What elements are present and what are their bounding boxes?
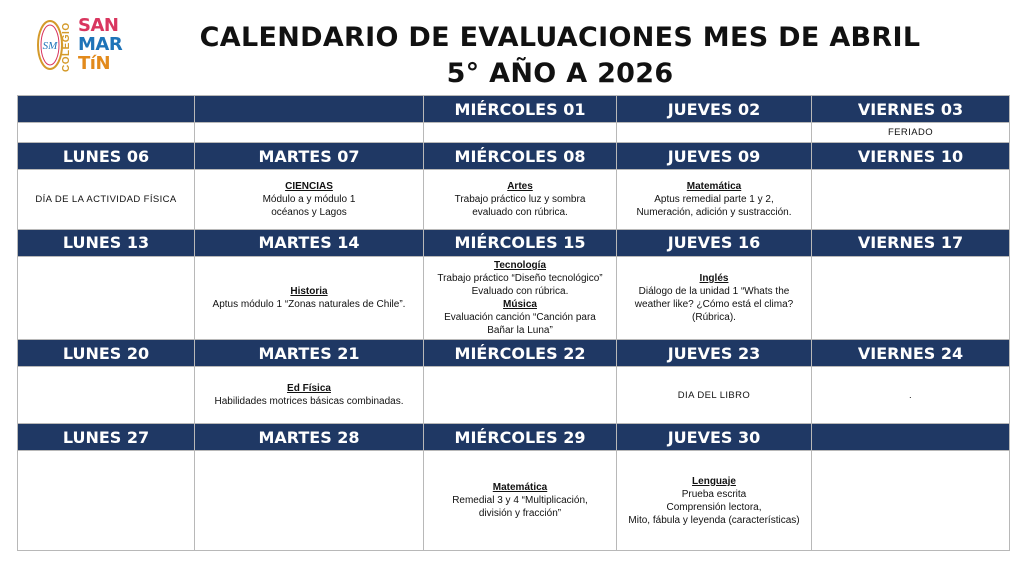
evaluation-text: Evaluado con rúbrica. — [471, 285, 569, 297]
evaluation-text: división y fracción” — [478, 508, 562, 520]
day-header: MARTES 21 — [195, 340, 424, 367]
subject-label: Inglés — [699, 272, 729, 284]
day-cell — [812, 256, 1010, 339]
day-header: JUEVES 30 — [617, 424, 812, 451]
week-content-row — [18, 367, 1010, 424]
day-cell — [195, 170, 424, 229]
day-header: LUNES 06 — [18, 143, 195, 170]
evaluation-text: weather like? ¿Cómo está el clima? — [634, 298, 794, 310]
day-header: MIÉRCOLES 29 — [424, 424, 617, 451]
logo-word-3: TíN — [78, 53, 111, 74]
day-header — [812, 424, 1010, 451]
day-cell — [812, 170, 1010, 229]
evaluation-text: Habilidades motrices básicas combinadas. — [214, 396, 404, 408]
day-cell — [812, 123, 1010, 143]
evaluation-text: evaluado con rúbrica. — [472, 206, 568, 218]
school-logo — [32, 14, 144, 80]
evaluation-text: Prueba escrita — [681, 488, 747, 500]
day-header: MIÉRCOLES 01 — [424, 96, 617, 123]
evaluation-calendar — [17, 95, 1010, 551]
evaluation-text: Mito, fábula y leyenda (características) — [628, 514, 800, 526]
page-subtitle: 5° AÑO A 2026 — [446, 58, 674, 89]
day-cell — [617, 170, 812, 229]
day-header: VIERNES 03 — [812, 96, 1010, 123]
evaluation-text: Evaluación canción “Canción para — [444, 311, 596, 323]
week-header-row — [18, 340, 1010, 367]
day-header: MIÉRCOLES 15 — [424, 229, 617, 256]
day-cell — [424, 451, 617, 551]
day-header: MARTES 28 — [195, 424, 424, 451]
day-header: LUNES 20 — [18, 340, 195, 367]
day-cell — [424, 170, 617, 229]
day-cell — [195, 123, 424, 143]
evaluation-text: Numeración, adición y sustracción. — [636, 206, 792, 218]
day-cell — [18, 123, 195, 143]
subject-label: Ed Física — [287, 383, 331, 395]
week-content-row — [18, 170, 1010, 229]
page-title: CALENDARIO DE EVALUACIONES MES DE ABRIL — [199, 22, 921, 53]
day-cell — [18, 170, 195, 229]
subject-label: Matemática — [686, 180, 742, 192]
evaluation-text: océanos y Lagos — [271, 206, 347, 218]
evaluation-text: Trabajo práctico luz y sombra — [454, 193, 586, 205]
day-header: JUEVES 09 — [617, 143, 812, 170]
day-cell — [18, 256, 195, 339]
day-cell — [812, 451, 1010, 551]
evaluation-text: Comprensión lectora, — [666, 501, 762, 513]
logo-word-1: SAN — [78, 15, 119, 36]
day-header: MIÉRCOLES 08 — [424, 143, 617, 170]
day-cell — [424, 367, 617, 424]
week-header-row — [18, 96, 1010, 123]
logo-name — [78, 16, 122, 73]
day-header: VIERNES 17 — [812, 229, 1010, 256]
day-header: MARTES 07 — [195, 143, 424, 170]
week-content-row — [18, 123, 1010, 143]
day-cell — [195, 451, 424, 551]
evaluation-text: FERIADO — [887, 127, 934, 139]
day-header: LUNES 13 — [18, 229, 195, 256]
week-header-row — [18, 143, 1010, 170]
week-header-row — [18, 424, 1010, 451]
day-cell — [18, 367, 195, 424]
day-header: MIÉRCOLES 22 — [424, 340, 617, 367]
evaluation-text: Módulo a y módulo 1 — [262, 193, 356, 205]
logo-college-label: COLEGIO — [61, 22, 72, 72]
day-cell — [424, 123, 617, 143]
subject-label: Música — [503, 298, 537, 310]
day-cell — [18, 451, 195, 551]
day-cell — [812, 367, 1010, 424]
week-content-row — [18, 451, 1010, 551]
subject-label: Lenguaje — [692, 475, 736, 487]
subject-label: Tecnología — [493, 259, 547, 271]
day-header: JUEVES 23 — [617, 340, 812, 367]
evaluation-text: Aptus remedial parte 1 y 2, — [654, 193, 774, 205]
day-cell — [617, 367, 812, 424]
day-header: VIERNES 10 — [812, 143, 1010, 170]
evaluation-text: Trabajo práctico “Diseño tecnológico” — [437, 272, 603, 284]
evaluation-text: DIA DEL LIBRO — [677, 389, 751, 401]
day-cell — [195, 367, 424, 424]
logo-word-2: MAR — [78, 34, 123, 55]
seal-text: SM — [42, 40, 58, 52]
evaluation-text: Aptus módulo 1 “Zonas naturales de Chile”. — [212, 298, 406, 310]
day-header: MARTES 14 — [195, 229, 424, 256]
day-cell — [617, 451, 812, 551]
evaluation-text: Diálogo de la unidad 1 “Whats the — [638, 285, 790, 297]
subject-label: Matemática — [492, 482, 548, 494]
day-cell — [617, 256, 812, 339]
evaluation-text: Bañar la Luna” — [487, 324, 553, 336]
subject-label: Historia — [290, 285, 328, 297]
day-header: JUEVES 02 — [617, 96, 812, 123]
week-header-row — [18, 229, 1010, 256]
subject-label: Artes — [507, 180, 533, 192]
day-header: VIERNES 24 — [812, 340, 1010, 367]
evaluation-text: Remedial 3 y 4 “Multiplicación, — [452, 495, 588, 507]
seal-icon — [36, 18, 64, 72]
subject-label: CIENCIAS — [285, 180, 333, 192]
day-header — [195, 96, 424, 123]
day-cell — [617, 123, 812, 143]
day-cell — [424, 256, 617, 339]
evaluation-text: (Rúbrica). — [692, 311, 736, 323]
week-content-row — [18, 256, 1010, 339]
day-header — [18, 96, 195, 123]
evaluation-text: . — [908, 389, 913, 401]
day-cell — [195, 256, 424, 339]
evaluation-text: DÍA DE LA ACTIVIDAD FÍSICA — [35, 193, 177, 205]
day-header: JUEVES 16 — [617, 229, 812, 256]
day-header: LUNES 27 — [18, 424, 195, 451]
